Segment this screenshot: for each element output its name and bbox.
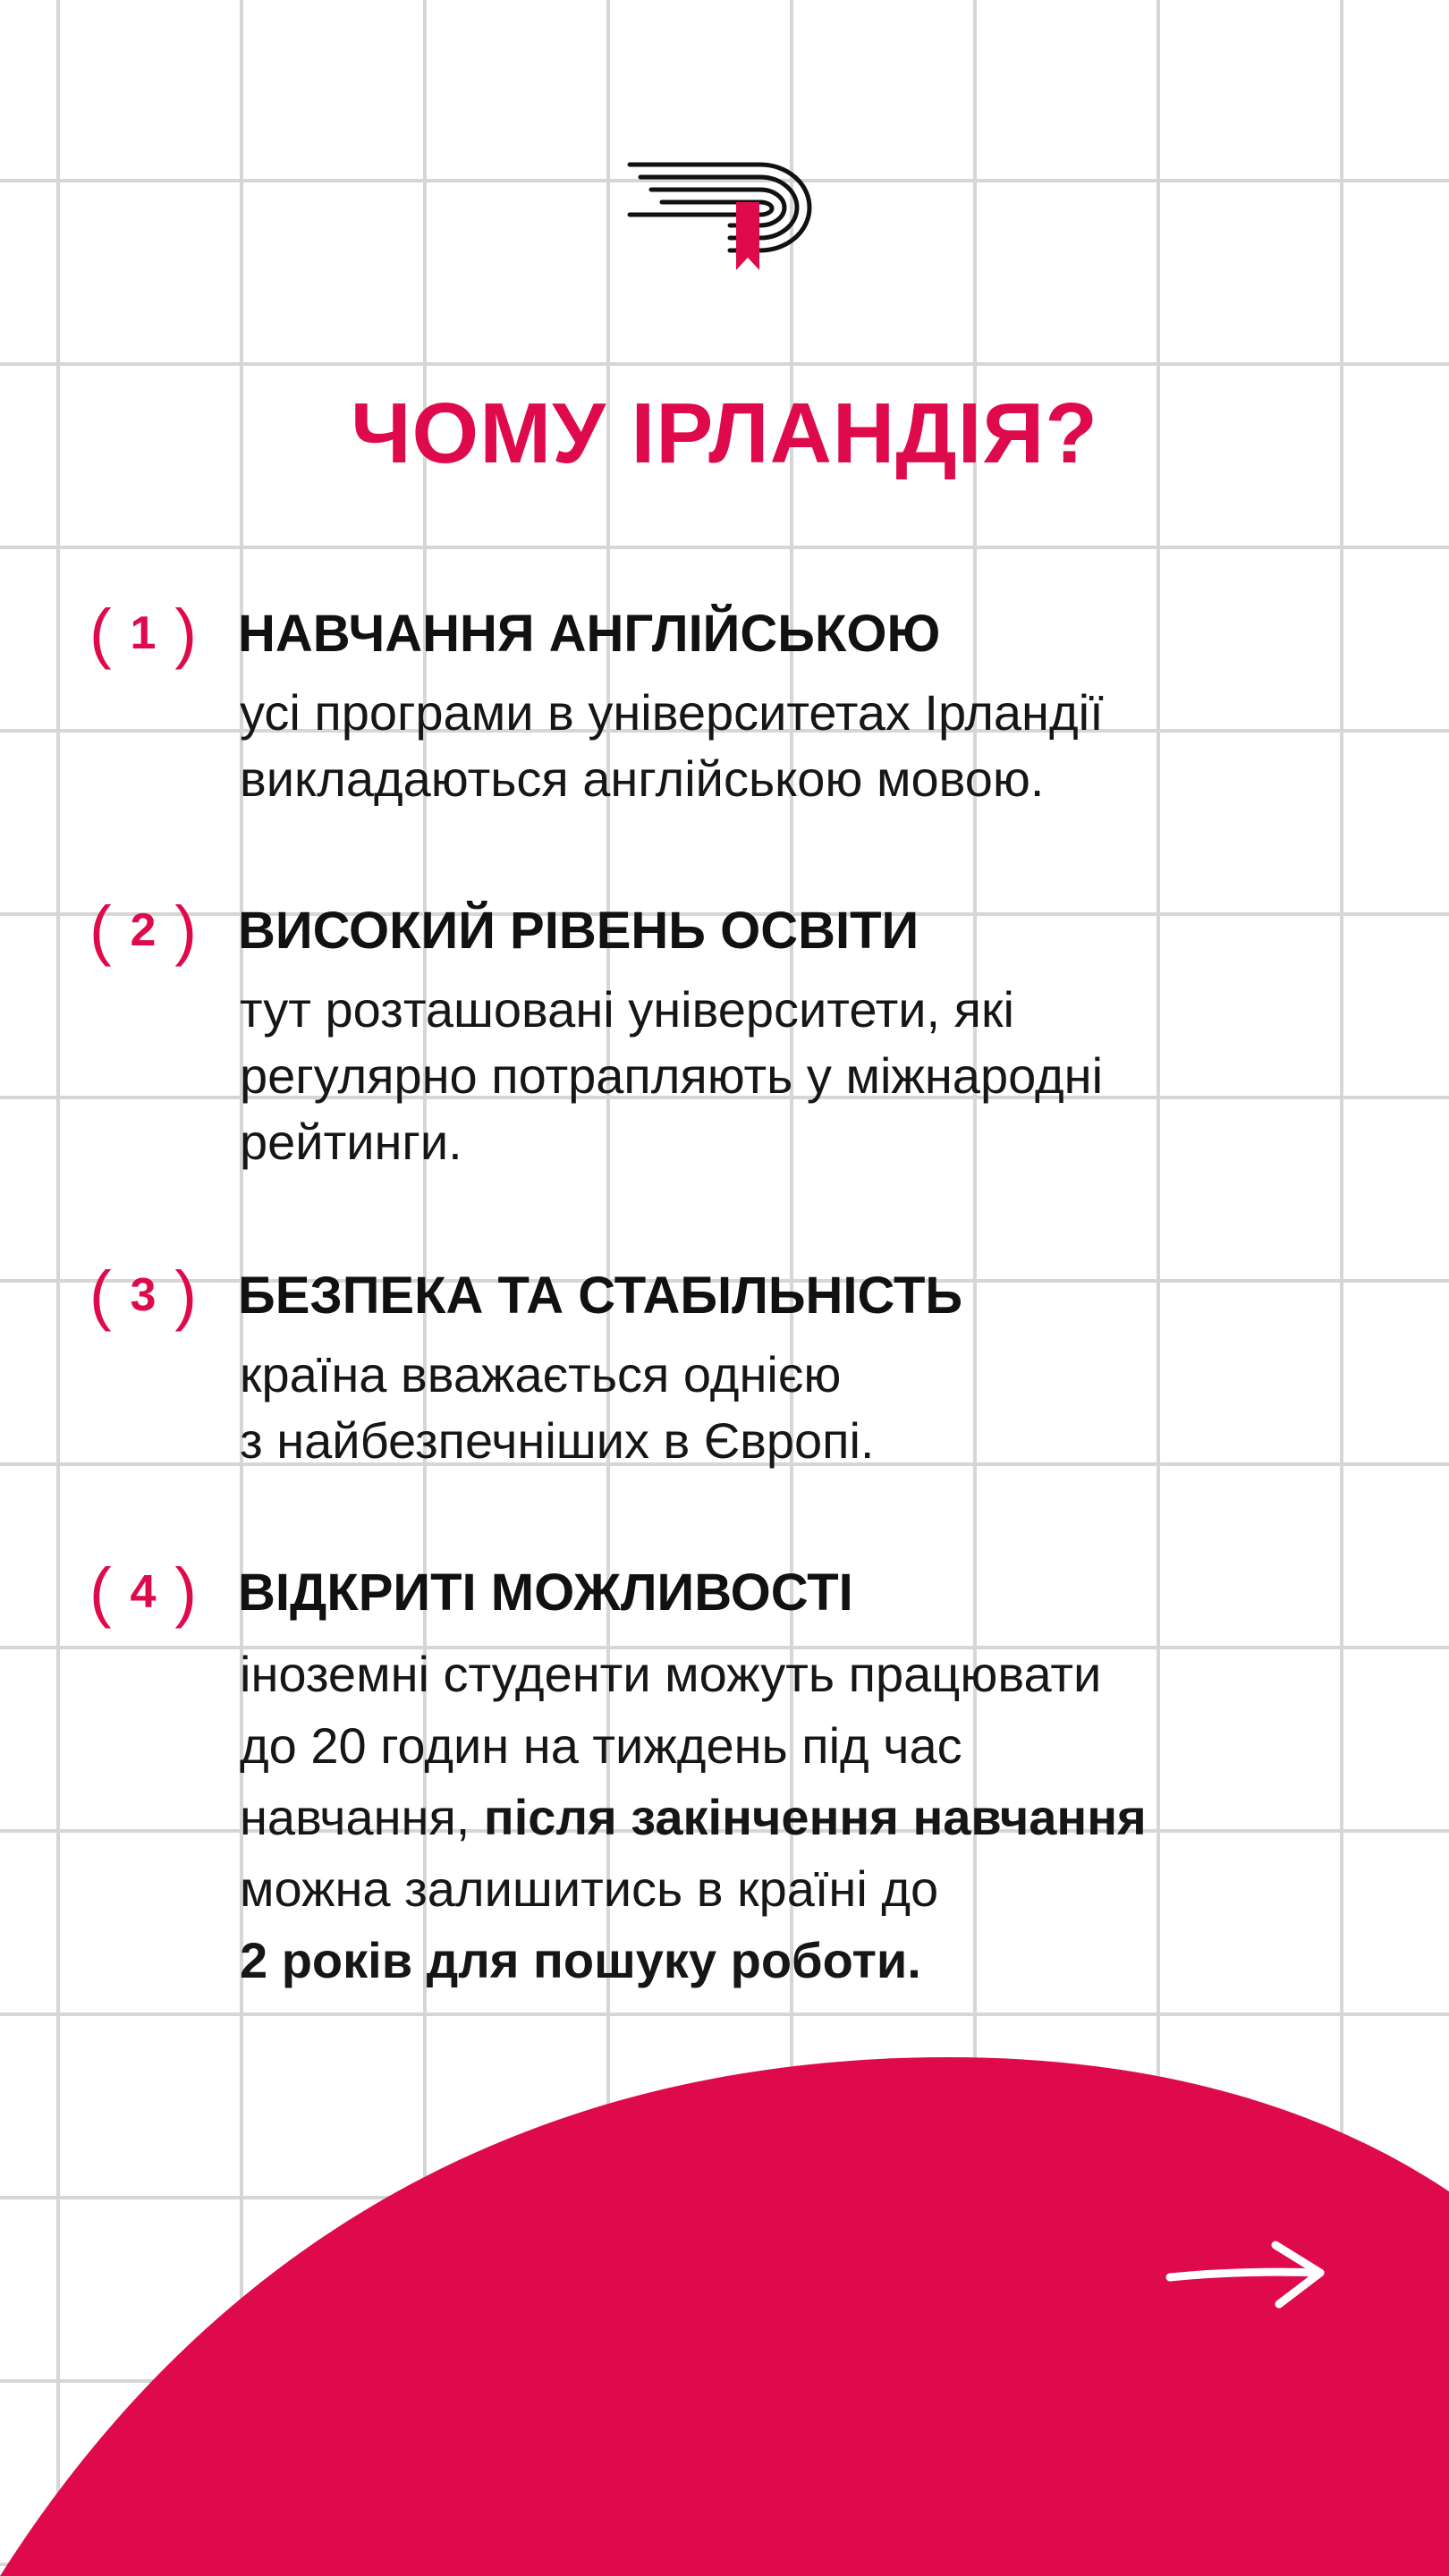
item-title: БЕЗПЕКА ТА СТАБІЛЬНІСТЬ (238, 1267, 963, 1325)
item-text-line: можна залишитись в країні до (240, 1860, 939, 1917)
item-text-line: з найбезпечніших в Європі. (240, 1412, 875, 1469)
item-number-badge: ( 1 ) (89, 596, 197, 670)
item-text-line: тут розташовані університети, які (240, 981, 1014, 1038)
item-text-line: країна вважається однією (240, 1346, 842, 1402)
item-number: 3 (130, 1269, 157, 1321)
item-description (240, 1342, 1349, 1474)
book-logo-icon (626, 157, 819, 274)
item-text-line: до 20 годин на тиждень під час (240, 1717, 962, 1774)
item-number-badge: ( 4 ) (89, 1555, 197, 1629)
item-text-bold: 2 років для пошуку роботи. (240, 1932, 921, 1988)
item-number: 4 (130, 1566, 157, 1618)
item-title: ВІДКРИТІ МОЖЛИВОСТІ (238, 1563, 853, 1622)
item-title: ВИСОКИЙ РІВЕНЬ ОСВІТИ (238, 902, 919, 960)
item-text-regular: навчання, (240, 1789, 484, 1845)
item-text-line: іноземні студенти можуть працювати (240, 1646, 1102, 1702)
item-text-line: регулярно потрапляють у міжнародні (240, 1047, 1104, 1104)
item-description (240, 680, 1349, 812)
item-text-line: рейтинги. (240, 1114, 462, 1170)
item-number: 1 (130, 607, 157, 659)
item-text-bold: після закінчення навчання (483, 1789, 1147, 1845)
item-text-line (240, 1925, 1349, 1996)
arrow-right-icon[interactable] (1163, 2236, 1333, 2317)
item-description (240, 977, 1349, 1175)
item-description (240, 1639, 1349, 1996)
item-number-badge: ( 3 ) (89, 1258, 197, 1332)
page-title: ЧОМУ ІРЛАНДІЯ? (351, 386, 1098, 481)
item-text-line: викладаються англійською мовою. (240, 750, 1045, 807)
item-text-line (240, 1782, 1349, 1853)
item-number: 2 (130, 904, 157, 956)
item-title: НАВЧАННЯ АНГЛІЙСЬКОЮ (238, 605, 941, 663)
item-number-badge: ( 2 ) (89, 893, 197, 967)
item-text-line: усі програми в університетах Ірландії (240, 684, 1104, 741)
